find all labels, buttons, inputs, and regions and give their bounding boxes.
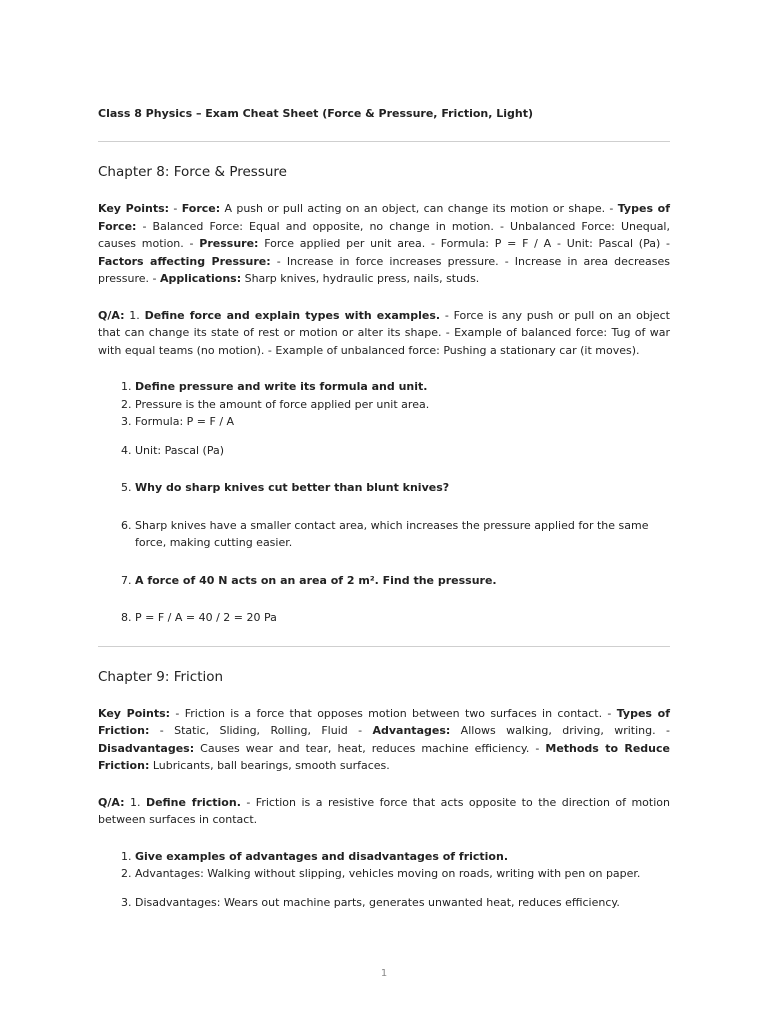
key-points-label: Key Points: <box>98 202 170 215</box>
key-points-text: - Increase in force increases pressure. - Increase in area decreases pressure. - <box>98 254 670 285</box>
qa-number: 1. <box>124 795 146 809</box>
qa-answer: Unit: Pascal (Pa) <box>135 443 225 457</box>
key-points-text: - Static, Sliding, Rolling, Fluid - <box>149 724 373 737</box>
applications-label: Applications: <box>159 272 242 285</box>
key-points-text: Allows walking, driving, writing. - <box>450 724 670 737</box>
factors-pressure-label: Factors affecting Pressure: <box>98 254 271 268</box>
key-points-text: Causes wear and tear, heat, reduces machine efficiency. - <box>194 741 546 755</box>
qa-answer: Pressure is the amount of force applied per unit area. <box>135 397 430 411</box>
list-item <box>135 572 670 590</box>
key-points-text: Force applied per unit area. - Formula: P = F / A - Unit: Pascal (Pa) - <box>258 237 670 250</box>
methods-reduce-friction-label: Methods to Reduce Friction: <box>98 741 670 772</box>
qa-answer: Advantages: Walking without slipping, vehicles moving on roads, writing with pen on paper. <box>135 867 641 880</box>
key-points-text: - Friction is a force that opposes motion between two surfaces in contact. - <box>170 706 617 720</box>
list-item <box>135 413 670 431</box>
qa-answer: Formula: P = F / A <box>135 415 235 428</box>
qa-answer: Disadvantages: Wears out machine parts, generates unwanted heat, reduces efficiency. <box>135 895 620 909</box>
divider <box>98 141 670 142</box>
chapter-9-key-points <box>98 705 670 775</box>
qa-answer: - Force is any push or pull on an object that can change its state of rest or motion or alter its shape. - Example of balanced force: Tug of war with equal teams (no motion). - Example of unbalanced force: Pushing a stationary car (it moves). <box>98 308 670 357</box>
types-of-force-label: Types of Force: <box>98 202 670 233</box>
chapter-9-title: Chapter 9: Friction <box>98 668 224 685</box>
qa-answer: P = F / A = 40 / 2 = 20 Pa <box>135 611 277 624</box>
qa-label: Q/A: <box>98 308 125 322</box>
qa-number: 1. <box>124 308 145 322</box>
list-item <box>135 396 670 414</box>
key-points-text: Sharp knives, hydraulic press, nails, studs. <box>241 272 480 285</box>
qa-question: Give examples of advantages and disadvantages of friction. <box>135 849 509 863</box>
qa-answer: Sharp knives have a smaller contact area, which increases the pressure applied for the same force, making cutting easier. <box>135 518 649 549</box>
list-item <box>135 378 670 396</box>
qa-question: Define pressure and write its formula and unit. <box>135 380 428 393</box>
chapter-9-qa-intro <box>98 794 670 829</box>
chapter-8-qa-intro <box>98 307 670 360</box>
list-item <box>135 479 670 497</box>
qa-answer: - Friction is a resistive force that acts opposite to the direction of motion between surfaces in contact. <box>98 795 670 826</box>
key-points-label: Key Points: <box>98 706 171 720</box>
list-item <box>135 894 670 912</box>
list-item <box>135 609 670 627</box>
chapter-8-key-points <box>98 200 670 288</box>
list-item <box>135 442 670 460</box>
document-title: Class 8 Physics – Exam Cheat Sheet (Force & Pressure, Friction, Light) <box>98 107 534 120</box>
list-item <box>135 865 670 883</box>
chapter-9-section <box>98 667 670 912</box>
qa-question: Why do sharp knives cut better than blunt knives? <box>135 481 450 494</box>
page-number: 1 <box>380 968 388 979</box>
chapter-9-qa-list <box>98 848 670 912</box>
key-points-text: - <box>169 202 182 215</box>
pressure-label: Pressure: <box>199 237 259 250</box>
chapter-8-qa-list <box>98 378 670 627</box>
list-item <box>135 848 670 866</box>
chapter-8-title: Chapter 8: Force & Pressure <box>98 164 287 180</box>
qa-question: Define friction. <box>145 795 241 809</box>
list-item <box>135 517 670 552</box>
qa-question: Define force and explain types with examples. <box>144 308 441 322</box>
force-label: Force: <box>181 202 221 215</box>
divider <box>98 646 670 647</box>
advantages-label: Advantages: <box>372 724 451 737</box>
chapter-8-section <box>98 162 670 627</box>
qa-question: A force of 40 N acts on an area of 2 m². Find the pressure. <box>135 573 497 587</box>
key-points-text: A push or pull acting on an object, can change its motion or shape. - <box>220 202 618 215</box>
key-points-text: Lubricants, ball bearings, smooth surfaces. <box>149 759 390 772</box>
qa-label: Q/A: <box>98 795 125 809</box>
key-points-text: - Balanced Force: Equal and opposite, no change in motion. - Unbalanced Force: Unequal, causes motion. - <box>98 219 670 250</box>
disadvantages-label: Disadvantages: <box>98 741 195 755</box>
types-of-friction-label: Types of Friction: <box>98 706 670 737</box>
